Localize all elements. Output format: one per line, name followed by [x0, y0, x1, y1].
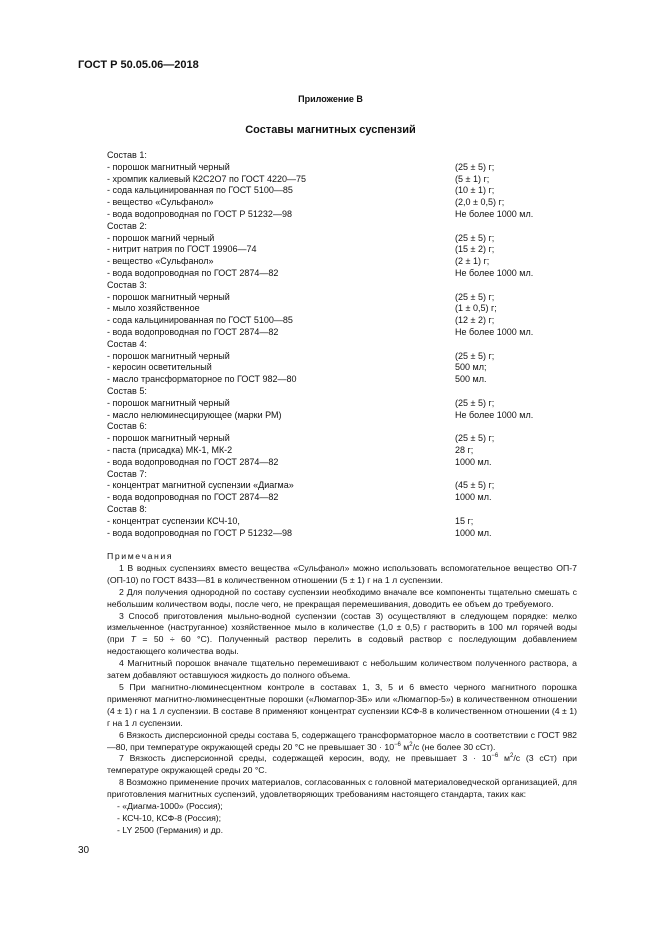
- ingredient-name: - мыло хозяйственное: [107, 303, 200, 314]
- note-7: 7 Вязкость дисперсионной среды, содержащей керосин, воду, не превышает $3 \cdot 10^{-6}$ $м^2/с$ (3 сСт) при температуре окружающей среды 20 °С.: [107, 753, 577, 776]
- ingredient-name: - сода кальцинированная по ГОСТ 5100—85: [107, 315, 293, 326]
- composition-heading: Состав 8:: [107, 503, 147, 514]
- ingredient-name: - вода водопроводная по ГОСТ 2874—82: [107, 326, 279, 337]
- composition-heading: Состав 7:: [107, 468, 147, 479]
- note-5: 5 При магнитно-люминесцентном контроле в составах 1, 3, 5 и 6 вместо черного магнитного порошка применяют магнитно-люминесцентные порошки («Люмагпор-3Б» или «Люмагпор-5») в количественном отношении (4 ± 1) г на 1 л суспензии. В составе 8 применяют концентрат суспензии КСФ-8 в количественном отношении (4 ± 1) г на 1 л суспензии.: [107, 681, 577, 728]
- ingredient-amount: (25 ± 5) г;: [455, 397, 495, 408]
- composition-ingredient: [107, 315, 577, 327]
- ingredient-amount: 15 г;: [455, 515, 474, 526]
- note-1: 1 В водных суспензиях вместо вещества «Сульфанол» можно использовать вспомогательное вещество ОП-7 (ОП-10) по ГОСТ 8433—81 в количественном отношении (5 ± 1) г на 1 л суспензии.: [107, 562, 577, 585]
- note-3: 3 Способ приготовления мыльно-водной суспензии (состав 3) осуществляют в следующем порядке: мелко измельченное (наструганное) хозяйственное мыло в количестве (1,0 ± 0,5) г растворить в 100 мл горячей воды (при Т = 50 ÷ 60 °С). Полученный раствор перелить в содовый раствор с последующим добавлением недостающего количества воды.: [107, 610, 577, 657]
- composition-ingredient: [107, 516, 577, 528]
- ingredient-name: - вода водопроводная по ГОСТ 2874—82: [107, 267, 279, 278]
- composition-ingredient: [107, 174, 577, 186]
- ingredient-name: - вода водопроводная по ГОСТ 2874—82: [107, 456, 279, 467]
- ingredient-name: - сода кальцинированная по ГОСТ 5100—85: [107, 185, 293, 196]
- composition-heading: Состав 4:: [107, 338, 147, 349]
- composition-ingredient: [107, 528, 577, 540]
- composition-ingredient: [107, 351, 577, 363]
- notes-section: [107, 551, 577, 837]
- ingredient-name: - вода водопроводная по ГОСТ Р 51232—98: [107, 208, 292, 219]
- ingredient-name: - вещество «Сульфанол»: [107, 197, 214, 208]
- ingredient-amount: (2 ± 1) г;: [455, 256, 490, 267]
- ingredient-name: - порошок магнитный черный: [107, 161, 230, 172]
- page-number: 30: [78, 845, 90, 856]
- ingredient-amount: (25 ± 5) г;: [455, 291, 495, 302]
- note-8-item: - LY 2500 (Германия) и др.: [117, 824, 224, 835]
- composition-ingredient: [107, 268, 577, 280]
- ingredient-name: - вещество «Сульфанол»: [107, 256, 214, 267]
- ingredient-amount: 500 мл.: [455, 374, 487, 385]
- ingredient-name: - порошок магнитный черный: [107, 291, 230, 302]
- ingredient-amount: 1000 мл.: [455, 456, 492, 467]
- ingredient-name: - масло трансформаторное по ГОСТ 982—80: [107, 374, 297, 385]
- ingredient-amount: Не более 1000 мл.: [455, 267, 534, 278]
- composition-ingredient: [107, 492, 577, 504]
- ingredient-name: - порошок магний черный: [107, 232, 215, 243]
- note-2: 2 Для получения однородной по составу суспензии необходимо вначале все компоненты тщательно смешать с небольшим количеством воды, после чего, не прекращая перемешивания, доводить ее объем до требуемого.: [107, 586, 577, 609]
- ingredient-name: - керосин осветительный: [107, 362, 212, 373]
- composition-ingredient: [107, 433, 577, 445]
- note-4: 4 Магнитный порошок вначале тщательно перемешивают с небольшим количеством полученного раствора, а затем добавляют оставшуюся жидкость до полного объема.: [107, 658, 577, 681]
- ingredient-name: - порошок магнитный черный: [107, 397, 230, 408]
- note-8-item: - КСЧ-10, КСФ-8 (Россия);: [117, 812, 222, 823]
- composition-ingredient: [107, 398, 577, 410]
- appendix-label: Приложение В: [298, 94, 363, 104]
- note-6: 6 Вязкость дисперсионной среды состава 5, содержащего трансформаторное масло в соответствии с ГОСТ 982—80, при температуре окружающей среды 20 °С не превышает $30 \cdot 10^{-6}$ $м^2/с$ (не более 30 сСт).: [107, 729, 577, 752]
- composition-heading: Состав 2:: [107, 220, 147, 231]
- section-title: Составы магнитных суспензий: [245, 124, 416, 136]
- composition-ingredient: [107, 185, 577, 197]
- ingredient-amount: (25 ± 5) г;: [455, 232, 495, 243]
- ingredient-name: - паста (присадка) МК-1, МК-2: [107, 444, 233, 455]
- ingredient-amount: (25 ± 5) г;: [455, 350, 495, 361]
- composition-ingredient: [107, 480, 577, 492]
- composition-ingredient: [107, 292, 577, 304]
- ingredient-name: - порошок магнитный черный: [107, 350, 230, 361]
- ingredient-amount: (12 ± 2) г;: [455, 315, 495, 326]
- composition-ingredient: [107, 256, 577, 268]
- composition-heading: Состав 3:: [107, 279, 147, 290]
- ingredient-name: - масло нелюминесцирующее (марки РМ): [107, 409, 282, 420]
- composition-ingredient: [107, 303, 577, 315]
- composition-ingredient: [107, 233, 577, 245]
- ingredient-amount: Не более 1000 мл.: [455, 208, 534, 219]
- composition-ingredient: [107, 209, 577, 221]
- note-8: 8 Возможно применение прочих материалов, согласованных с головной материаловедческой организацией, для приготовления магнитных суспензий, удовлетворяющих требованиям настоящего стандарта, таких как:: [107, 777, 577, 800]
- composition-ingredient: [107, 162, 577, 174]
- ingredient-amount: (2,0 ± 0,5) г;: [455, 197, 505, 208]
- ingredient-name: - вода водопроводная по ГОСТ Р 51232—98: [107, 527, 292, 538]
- composition-heading: Состав 6:: [107, 421, 147, 432]
- ingredient-name: - концентрат суспензии КСЧ-10,: [107, 515, 240, 526]
- composition-ingredient: [107, 362, 577, 374]
- document-code-header: ГОСТ Р 50.05.06—2018: [78, 59, 199, 71]
- composition-ingredient: [107, 374, 577, 386]
- ingredient-amount: 28 г;: [455, 444, 474, 455]
- composition-ingredient: [107, 327, 577, 339]
- ingredient-amount: (45 ± 5) г;: [455, 480, 495, 491]
- composition-heading: Состав 1:: [107, 150, 147, 160]
- ingredient-name: - порошок магнитный черный: [107, 433, 230, 444]
- ingredient-amount: (25 ± 5) г;: [455, 433, 495, 444]
- ingredient-amount: (25 ± 5) г;: [455, 161, 495, 172]
- composition-ingredient: [107, 197, 577, 209]
- ingredient-amount: 1000 мл.: [455, 527, 492, 538]
- ingredient-name: - вода водопроводная по ГОСТ 2874—82: [107, 492, 279, 503]
- ingredient-amount: Не более 1000 мл.: [455, 409, 534, 420]
- notes-heading: Примечания: [107, 551, 174, 561]
- ingredient-amount: Не более 1000 мл.: [455, 326, 534, 337]
- ingredient-amount: (15 ± 2) г;: [455, 244, 495, 255]
- ingredient-amount: 500 мл;: [455, 362, 487, 373]
- composition-ingredient: [107, 244, 577, 256]
- ingredient-amount: (5 ± 1) г;: [455, 173, 490, 184]
- compositions-list: [107, 150, 577, 539]
- ingredient-name: - концентрат магнитной суспензии «Диагма»: [107, 480, 294, 491]
- ingredient-amount: (1 ± 0,5) г;: [455, 303, 497, 314]
- ingredient-name: - нитрит натрия по ГОСТ 19906—74: [107, 244, 257, 255]
- ingredient-amount: (10 ± 1) г;: [455, 185, 495, 196]
- composition-ingredient: [107, 410, 577, 422]
- composition-ingredient: [107, 457, 577, 469]
- composition-heading: Состав 5:: [107, 385, 147, 396]
- ingredient-amount: 1000 мл.: [455, 492, 492, 503]
- composition-ingredient: [107, 445, 577, 457]
- ingredient-name: - хромпик калиевый К2С2О7 по ГОСТ 4220—75: [107, 173, 306, 184]
- note-8-item: - «Диагма-1000» (Россия);: [117, 801, 223, 812]
